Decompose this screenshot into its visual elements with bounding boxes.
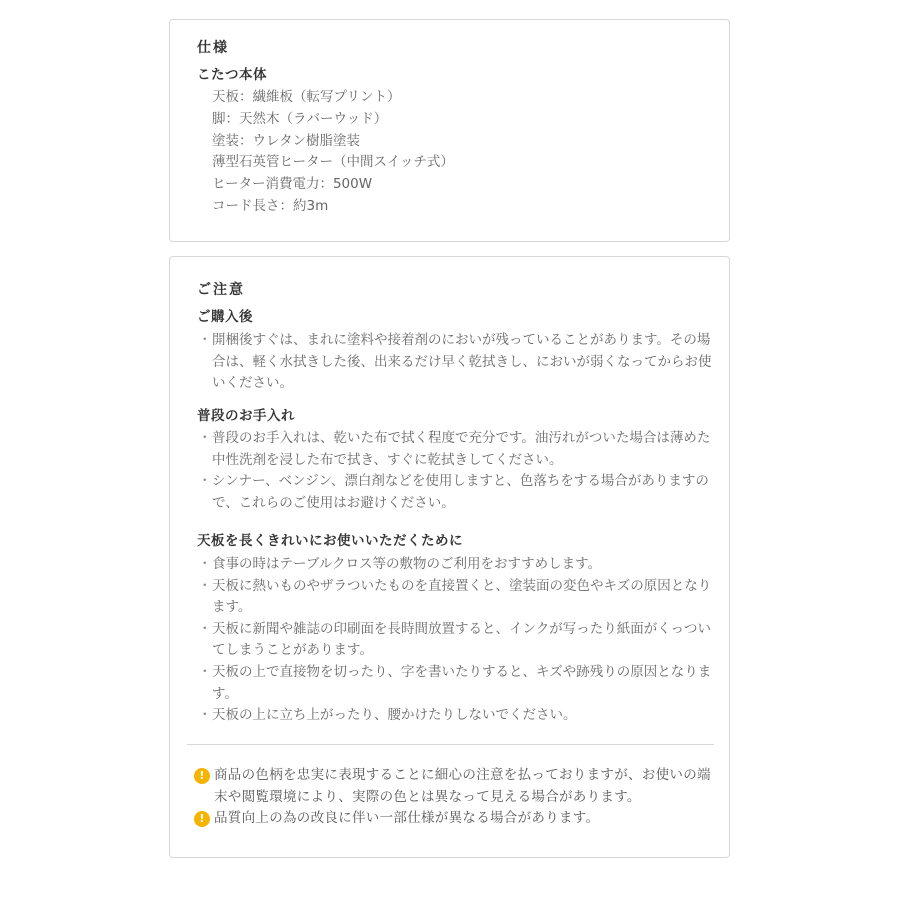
caution-item <box>194 808 718 830</box>
list-item <box>198 662 718 705</box>
bullet-icon: ・ <box>198 430 212 446</box>
list-item <box>198 619 718 662</box>
exclamation-circle-icon: ! <box>194 811 210 827</box>
daily-care-list <box>198 428 718 514</box>
list-item <box>198 428 718 471</box>
spec-item: 天板：繊維板（転写プリント） <box>212 89 401 105</box>
section-heading-after-purchase: ご購入後 <box>197 309 253 325</box>
list-item <box>198 330 718 395</box>
list-item-text: 天板に熱いものやザラついたものを直接置くと、塗装面の変色やキズの原因となります。 <box>212 577 712 616</box>
section-heading-daily-care: 普段のお手入れ <box>197 408 295 424</box>
spec-item: ヒーター消費電力：500W <box>212 176 373 193</box>
notice-card <box>169 256 730 858</box>
spec-list <box>212 87 454 218</box>
section-heading-tabletop-care: 天板を長くきれいにお使いいただくために <box>197 533 463 549</box>
caution-item <box>194 765 718 808</box>
caution-text: 品質向上の為の改良に伴い一部仕様が異なる場合があります。 <box>214 810 600 827</box>
list-item <box>198 705 718 727</box>
list-item-text: シンナー、ベンジン、漂白剤などを使用しますと、色落ちをする場合がありますので、これらのご使用はお避けください。 <box>212 473 709 511</box>
list-item <box>198 471 718 514</box>
divider <box>187 744 714 745</box>
bullet-icon: ・ <box>198 556 212 572</box>
list-item-text: 開梱後すぐは、まれに塗料や接着剤のにおいが残っていることがあります。その場合は、軽く水拭きした後、出来るだけ早く乾拭きし、においが弱くなってからお使いください。 <box>212 332 712 392</box>
spec-item: コード長さ：約3m <box>212 197 329 214</box>
list-item <box>198 554 718 576</box>
bullet-icon: ・ <box>198 577 212 594</box>
list-item-text: 天板の上に立ち上がったり、腰かけたりしないでください。 <box>212 707 577 724</box>
bullet-icon: ・ <box>198 332 212 348</box>
list-item-text: 天板に新聞や雑誌の印刷面を長時間放置すると、インクが写ったり紙面がくっついてしまうことがあります。 <box>212 620 711 659</box>
after-purchase-list <box>198 330 718 395</box>
bullet-icon: ・ <box>198 707 212 724</box>
bullet-icon: ・ <box>198 473 212 490</box>
caution-text: 商品の色柄を忠実に表現することに細心の注意を払っておりますが、お使いの端末や閲覧環境により、実際の色とは異なって見える場合があります。 <box>214 767 711 805</box>
spec-subtitle: こたつ本体 <box>197 67 267 83</box>
spec-item: 脚：天然木（ラバーウッド） <box>212 110 388 127</box>
spec-item: 薄型石英管ヒーター（中間スイッチ式） <box>212 154 454 171</box>
spec-item: 塗装：ウレタン樹脂塗装 <box>212 132 360 149</box>
list-item-text: 普段のお手入れは、乾いた布で拭く程度で充分です。油汚れがついた場合は薄めた中性洗剤を浸した布で拭き、すぐに乾拭きしてください。 <box>212 430 711 468</box>
spec-card <box>169 19 730 242</box>
list-item <box>198 576 718 619</box>
tabletop-care-list <box>198 554 718 727</box>
bullet-icon: ・ <box>198 663 212 680</box>
list-item-text: 天板の上で直接物を切ったり、字を書いたりすると、キズや跡残りの原因となります。 <box>212 663 712 702</box>
list-item-text: 食事の時はテーブルクロス等の敷物のご利用をおすすめします。 <box>212 556 602 572</box>
spec-title: 仕様 <box>197 40 229 56</box>
bullet-icon: ・ <box>198 620 212 637</box>
exclamation-circle-icon: ! <box>194 768 210 784</box>
caution-list <box>194 765 718 830</box>
notice-title: ご注意 <box>197 282 245 298</box>
